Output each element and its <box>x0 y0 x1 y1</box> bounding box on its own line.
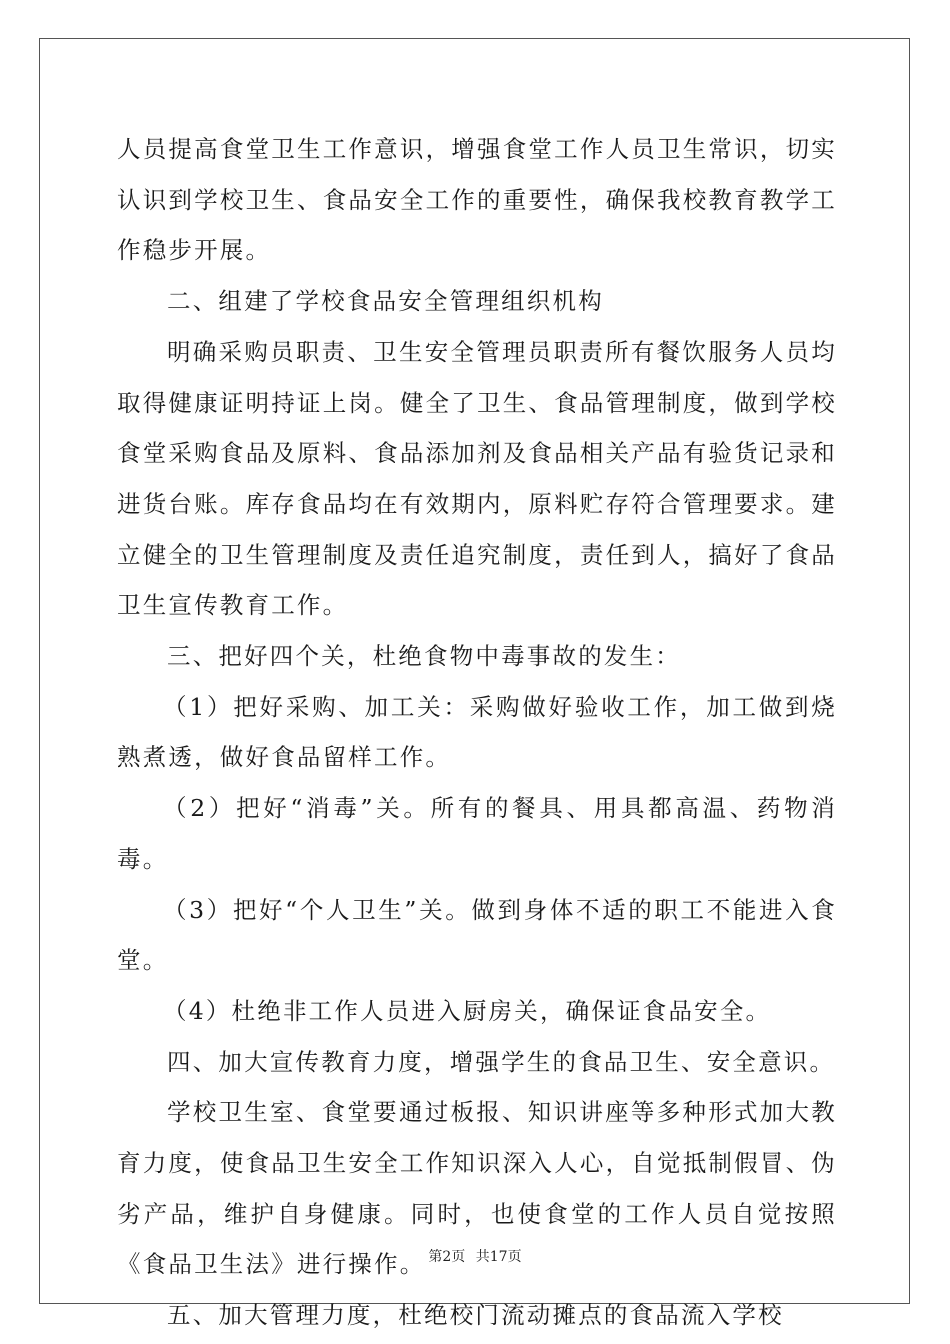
paragraph-10: 学校卫生室、食堂要通过板报、知识讲座等多种形式加大教育力度，使食品卫生安全工作知识深入人心，自觉抵制假冒、伪劣产品，维护自身健康。同时，也使食堂的工作人员自觉按照《食品卫生法》进行操作。 <box>117 1098 837 1279</box>
list-item-4: （4）杜绝非工作人员进入厨房关，确保证食品安全。 <box>163 996 772 1025</box>
document-body <box>117 124 837 1341</box>
page-footer <box>0 1246 950 1266</box>
heading-section-3: 三、把好四个关，杜绝食物中毒事故的发生： <box>167 642 681 671</box>
list-item-1: （1）把好采购、加工关：采购做好验收工作，加工做到烧熟煮透，做好食品留样工作。 <box>117 692 837 772</box>
page-total: 共17页 <box>475 1249 522 1265</box>
paragraph-1: 人员提高食堂卫生工作意识，增强食堂工作人员卫生常识，切实认识到学校卫生、食品安全工作的重要性，确保我校教育教学工作稳步开展。 <box>117 135 837 265</box>
page-number: 第2页 <box>428 1249 466 1265</box>
list-item-3: （3）把好“个人卫生”关。做到身体不适的职工不能进入食堂。 <box>117 895 837 975</box>
paragraph-3: 明确采购员职责、卫生安全管理员职责所有餐饮服务人员均取得健康证明持证上岗。健全了卫生、食品管理制度，做到学校食堂采购食品及原料、食品添加剂及食品相关产品有验货记录和进货台账。库存食品均在有效期内，原料贮存符合管理要求。建立健全的卫生管理制度及责任追究制度，责任到人，搞好了食品卫生宣传教育工作。 <box>117 337 837 620</box>
heading-section-4: 四、加大宣传教育力度，增强学生的食品卫生、安全意识。 <box>167 1047 836 1076</box>
heading-section-2: 二、组建了学校食品安全管理组织机构 <box>167 287 604 316</box>
heading-section-5: 五、加大管理力度，杜绝校门流动摊点的食品流入学校 <box>167 1301 784 1330</box>
list-item-2: （2）把好“消毒”关。所有的餐具、用具都高温、药物消毒。 <box>117 794 837 873</box>
